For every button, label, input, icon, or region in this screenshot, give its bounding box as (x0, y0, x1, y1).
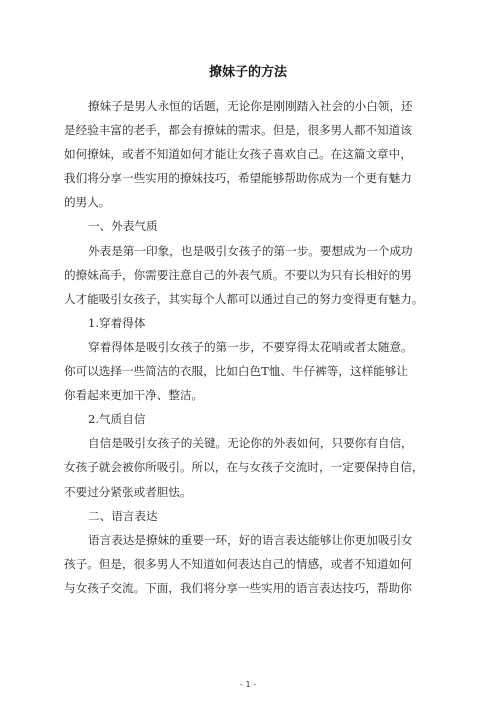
text-line: 的撩妹高手，你需要注意自己的外表气质。不要以为只有长相好的男 (64, 267, 412, 282)
text-line: 的男人。 (64, 195, 111, 210)
text-line: 如何撩妹，或者不知道如何才能让女孩子喜欢自己。在这篇文章中， (64, 147, 412, 162)
section-heading: 一、外表气质 (88, 219, 158, 234)
text-line: 穿着得体是吸引女孩子的第一步，不要穿得太花哨或者太随意。 (88, 339, 413, 354)
text-line: 你可以选择一些简洁的衣服，比如白色T恤、牛仔裤等，这样能够让 (64, 364, 408, 379)
section-heading: 二、语言表达 (88, 508, 158, 523)
subsection-heading: 1.穿着得体 (88, 315, 146, 330)
text-line: 自信是吸引女孩子的关键。无论你的外表如何，只要你有自信， (88, 436, 413, 451)
text-line: 外表是第一印象，也是吸引女孩子的第一步。要想成为一个成功 (88, 243, 413, 258)
text-line: 我们将分享一些实用的撩妹技巧，希望能够帮助你成为一个更有魅力 (64, 171, 412, 186)
page-number: - 1 - (240, 680, 256, 689)
text-line: 不要过分紧张或者胆怯。 (64, 484, 192, 499)
text-line: 女孩子就会被你所吸引。所以，在与女孩子交流时，一定要保持自信， (64, 460, 424, 475)
text-line: 撩妹子是男人永恒的话题，无论你是刚刚踏入社会的小白领，还 (88, 99, 413, 113)
text-line: 语言表达是撩妹的重要一环，好的语言表达能够让你更加吸引女 (88, 532, 413, 547)
document-body (64, 94, 436, 600)
text-line: 是经验丰富的老手，都会有撩妹的需求。但是，很多男人都不知道该 (64, 123, 412, 138)
text-line: 你看起来更加干净、整洁。 (64, 388, 204, 403)
document-title: 撩妹子的方法 (208, 65, 287, 80)
text-line: 孩子。但是，很多男人不知道如何表达自己的情感，或者不知道如何 (64, 556, 412, 571)
text-line: 与女孩子交流。下面，我们将分享一些实用的语言表达技巧，帮助你 (64, 580, 412, 595)
subsection-heading: 2.气质自信 (88, 412, 146, 427)
text-line: 人才能吸引女孩子，其实每个人都可以通过自己的努力变得更有魅力。 (64, 291, 424, 306)
